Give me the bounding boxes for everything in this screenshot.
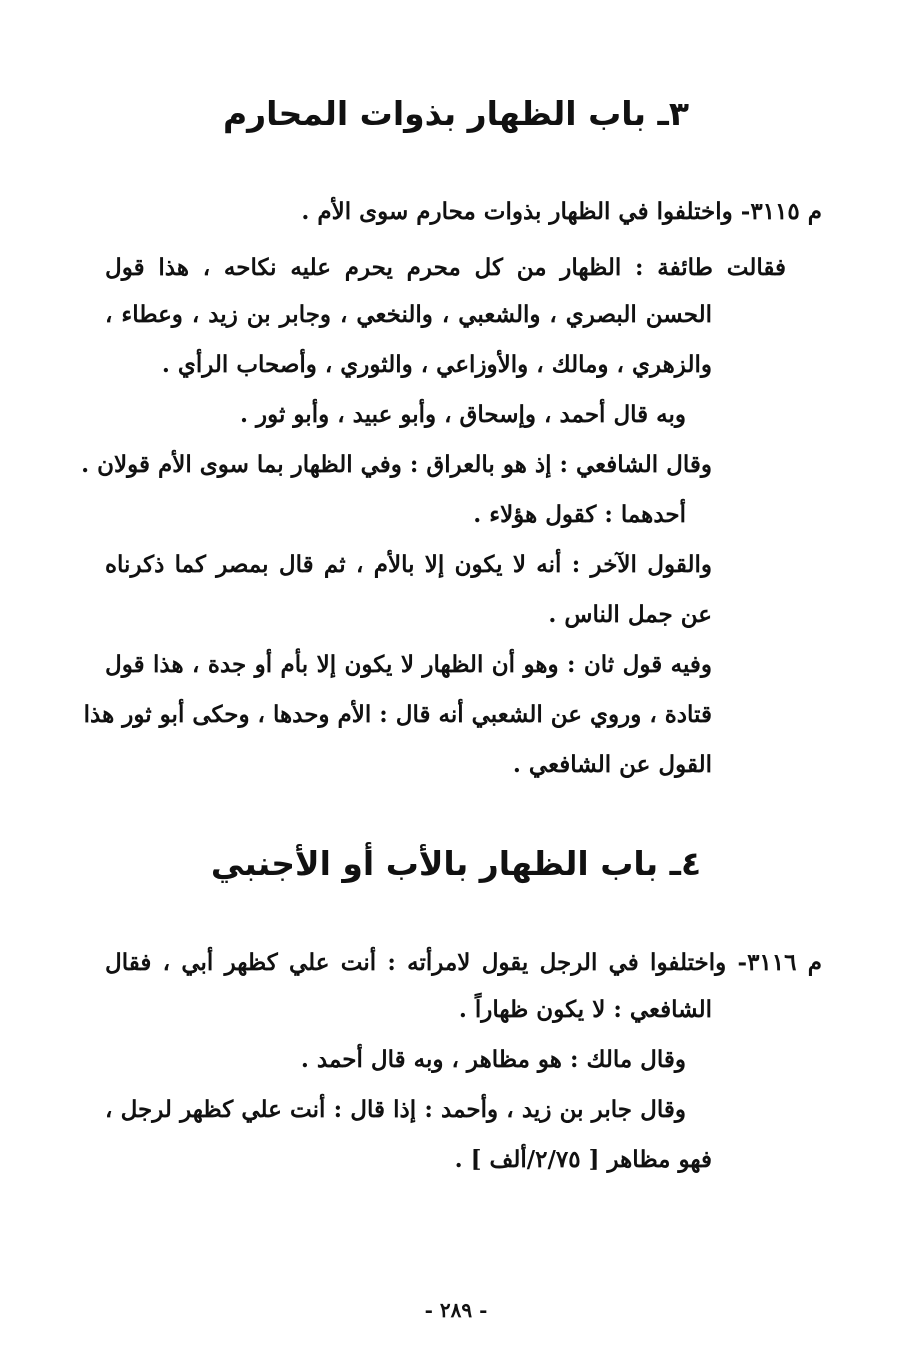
paragraph-line: وقال مالك : هو مظاهر ، وبه قال أحمد .	[300, 1046, 686, 1073]
paragraph-line: والقول الآخر : أنه لا يكون إلا بالأم ، ثم قال بمصر كما ذكرناه	[105, 551, 712, 578]
paragraph-line: القول عن الشافعي .	[512, 751, 712, 778]
paragraph-line: وبه قال أحمد ، وإسحاق ، وأبو عبيد ، وأبو ثور .	[240, 401, 686, 428]
paragraph-line: فهو مظاهر [ ٢/٧٥/ألف ] .	[454, 1146, 712, 1173]
paragraph-line: وقال جابر بن زيد ، وأحمد : إذا قال : أنت علي كظهر لرجل ،	[105, 1096, 686, 1123]
paragraph-line: وقال الشافعي : إذ هو بالعراق : وفي الظهار بما سوى الأم قولان .	[81, 451, 712, 478]
paragraph-line: والزهري ، ومالك ، والأوزاعي ، والثوري ، وأصحاب الرأي .	[161, 351, 712, 378]
paragraph-line: عن جمل الناس .	[548, 601, 712, 628]
paragraph-line: أحدهما : كقول هؤلاء .	[473, 501, 686, 528]
section-4-heading: ٤ـ باب الظهار بالأب أو الأجنبي	[210, 844, 702, 883]
paragraph-line: فقالت طائفة : الظهار من كل محرم يحرم عليه نكاحه ، هذا قول	[105, 254, 786, 281]
entry-3115-line: م ٣١١٥- واختلفوا في الظهار بذوات محارم سوى الأم .	[301, 198, 822, 225]
paragraph-line: قتادة ، وروي عن الشعبي أنه قال : الأم وحدها ، وحكى أبو ثور هذا	[83, 701, 712, 728]
paragraph-line: وفيه قول ثان : وهو أن الظهار لا يكون إلا بأم أو جدة ، هذا قول	[105, 651, 712, 678]
paragraph-line: الشافعي : لا يكون ظهاراً .	[458, 996, 712, 1023]
page-number: - ٢٨٩ -	[424, 1298, 488, 1322]
entry-3116-line: م ٣١١٦- واختلفوا في الرجل يقول لامرأته : أنت علي كظهر أبي ، فقال	[105, 949, 823, 976]
paragraph-line: الحسن البصري ، والشعبي ، والنخعي ، وجابر بن زيد ، وعطاء ،	[105, 301, 712, 328]
section-3-heading: ٣ـ باب الظهار بذوات المحارم	[223, 94, 689, 133]
